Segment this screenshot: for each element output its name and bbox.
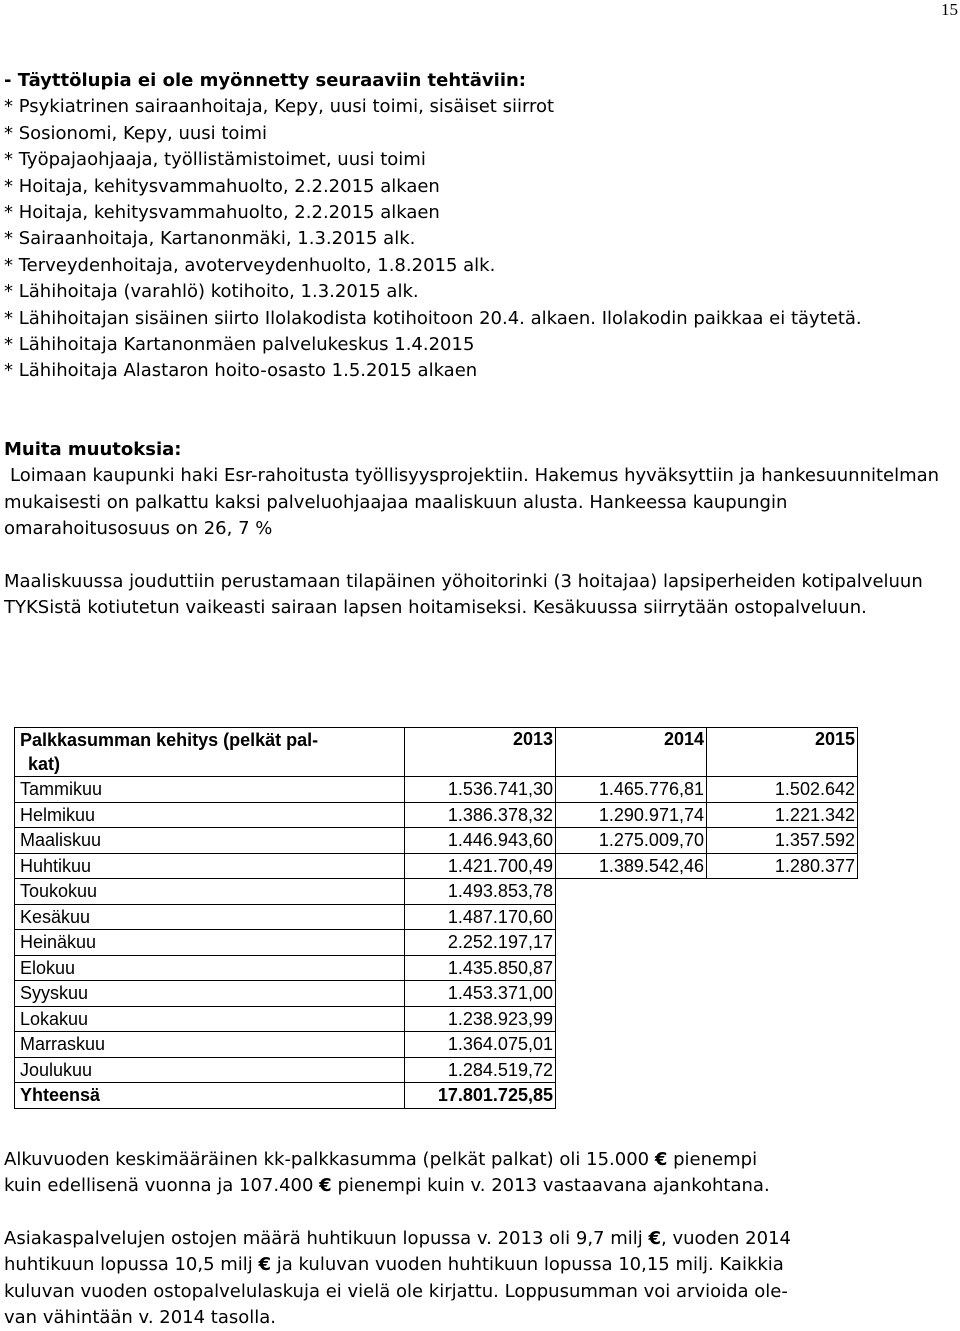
table-cell-2013: 1.421.700,49 bbox=[405, 853, 556, 879]
table-cell-2013: 1.536.741,30 bbox=[405, 777, 556, 803]
summary-paragraph-2-line4: van vähintään v. 2014 tasolla. bbox=[4, 1307, 277, 1329]
permit-item: * Hoitaja, kehitysvammahuolto, 2.2.2015 alkaen bbox=[4, 202, 440, 224]
permit-item: * Psykiatrinen sairaanhoitaja, Kepy, uusi toimi, sisäiset siirrot bbox=[4, 96, 555, 118]
table-header-year: 2014 bbox=[556, 728, 707, 777]
table-cell-empty bbox=[556, 1006, 858, 1032]
table-row bbox=[15, 930, 858, 956]
summary-text: Asiakaspalvelujen ostojen määrä huhtikuun lopussa v. 2013 oli 9,7 milj bbox=[4, 1227, 643, 1249]
table-row bbox=[15, 1006, 858, 1032]
permit-item: * Hoitaja, kehitysvammahuolto, 2.2.2015 alkaen bbox=[4, 175, 440, 197]
table-cell-2014: 1.290.971,74 bbox=[556, 802, 707, 828]
table-cell-2015: 1.221.342 bbox=[707, 802, 858, 828]
table-cell-2015: 1.280.377 bbox=[707, 853, 858, 879]
table-header-label-line2: kat) bbox=[28, 754, 61, 774]
table-cell-month: Maaliskuu bbox=[15, 828, 405, 854]
summary-paragraph-2-line1 bbox=[4, 1226, 956, 1252]
summary-paragraph-2-line3: kuluvan vuoden ostopalvelulaskuja ei vielä ole kirjattu. Loppusumman voi arvioida ole- bbox=[4, 1280, 788, 1302]
euro-icon: € bbox=[319, 1175, 332, 1197]
permit-item: * Sosionomi, Kepy, uusi toimi bbox=[4, 122, 267, 144]
table-row bbox=[15, 981, 858, 1007]
table-cell-month: Heinäkuu bbox=[15, 930, 405, 956]
table-cell-month: Elokuu bbox=[15, 955, 405, 981]
permit-item: * Lähihoitaja Alastaron hoito-osasto 1.5.2015 alkaen bbox=[4, 360, 478, 382]
table-cell-2013: 1.487.170,60 bbox=[405, 904, 556, 930]
permit-item: * Lähihoitaja Kartanonmäen palvelukeskus 1.4.2015 bbox=[4, 334, 475, 356]
euro-icon: € bbox=[258, 1254, 272, 1276]
table-cell-2014: 1.389.542,46 bbox=[556, 853, 707, 879]
table-cell-empty bbox=[556, 879, 858, 905]
table-cell-empty bbox=[556, 1032, 858, 1058]
table-cell-month: Tammikuu bbox=[15, 777, 405, 803]
table-cell-2013: 1.284.519,72 bbox=[405, 1057, 556, 1083]
summary-paragraph-2-line2 bbox=[4, 1252, 956, 1278]
table-cell-2013: 1.493.853,78 bbox=[405, 879, 556, 905]
table-cell-month: Joulukuu bbox=[15, 1057, 405, 1083]
changes-paragraph-1: Loimaan kaupunki haki Esr-rahoitusta työllisyysprojektiin. Hakemus hyväksyttiin ja hankesuunnitelman mukaisesti on palkattu kaksi palveluohjaajaa maaliskuun alusta. Hankeessa kaupungin omarahoitusosuus on 26, 7 % bbox=[4, 465, 940, 540]
changes-paragraph-2: Maaliskuussa jouduttiin perustamaan tilapäinen yöhoitorinki (3 hoitajaa) lapsiperheiden kotipalveluun TYKSistä kotiutetun vaikeasti sairaan lapsen hoitamiseksi. Kesäkuussa siirrytään ostopalveluun. bbox=[4, 570, 923, 619]
permit-item: * Työpajaohjaaja, työllistämistoimet, uusi toimi bbox=[4, 149, 426, 171]
page-number: 15 bbox=[941, 0, 958, 19]
summary-text: Alkuvuoden keskimääräinen kk-palkkasumma (pelkät palkat) oli 15.000 bbox=[4, 1149, 650, 1170]
table-row bbox=[15, 955, 858, 981]
table-cell-2014: 1.465.776,81 bbox=[556, 777, 707, 803]
table-cell-month: Kesäkuu bbox=[15, 904, 405, 930]
permit-item: * Lähihoitaja (varahlö) kotihoito, 1.3.2015 alk. bbox=[4, 281, 419, 303]
table-cell-empty bbox=[556, 955, 858, 981]
table-cell-empty bbox=[556, 930, 858, 956]
summary-section bbox=[4, 1147, 956, 1331]
permits-section bbox=[4, 68, 956, 385]
table-cell-2015: 1.502.642 bbox=[707, 777, 858, 803]
table-header-label-line1: Palkkasumman kehitys (pelkät pal- bbox=[20, 730, 319, 750]
changes-section bbox=[4, 437, 956, 621]
table-row bbox=[15, 853, 858, 879]
table-cell-2015: 1.357.592 bbox=[707, 828, 858, 854]
table-total-label: Yhteensä bbox=[15, 1083, 405, 1109]
table-cell-2014: 1.275.009,70 bbox=[556, 828, 707, 854]
table-cell-2013: 1.453.371,00 bbox=[405, 981, 556, 1007]
summary-text: pienempi bbox=[673, 1149, 758, 1170]
table-cell-empty bbox=[556, 904, 858, 930]
table-total-2013: 17.801.725,85 bbox=[405, 1083, 556, 1109]
table-row bbox=[15, 777, 858, 803]
summary-text: ja kuluvan vuoden huhtikuun lopussa 10,15 milj. Kaikkia bbox=[276, 1254, 784, 1276]
table-cell-month: Huhtikuu bbox=[15, 853, 405, 879]
euro-icon: € bbox=[648, 1227, 662, 1249]
table-cell-2013: 1.386.378,32 bbox=[405, 802, 556, 828]
table-cell-empty bbox=[556, 1057, 858, 1083]
summary-text: , vuoden 2014 bbox=[661, 1227, 791, 1249]
summary-paragraph-1-line1 bbox=[4, 1147, 956, 1173]
table-cell-month: Marraskuu bbox=[15, 1032, 405, 1058]
permit-item: * Sairaanhoitaja, Kartanonmäki, 1.3.2015 alk. bbox=[4, 228, 416, 250]
table-cell-2013: 2.252.197,17 bbox=[405, 930, 556, 956]
table-cell-2013: 1.446.943,60 bbox=[405, 828, 556, 854]
permits-heading: - Täyttölupia ei ole myönnetty seuraaviin tehtäviin: bbox=[4, 70, 527, 91]
table-cell-2013: 1.364.075,01 bbox=[405, 1032, 556, 1058]
table-cell-empty bbox=[556, 1083, 858, 1109]
table-cell-month: Helmikuu bbox=[15, 802, 405, 828]
table-cell-2013: 1.435.850,87 bbox=[405, 955, 556, 981]
table-row bbox=[15, 904, 858, 930]
table-cell-empty bbox=[556, 981, 858, 1007]
table-row bbox=[15, 802, 858, 828]
summary-text: pienempi kuin v. 2013 vastaavana ajankohtana. bbox=[337, 1175, 770, 1197]
summary-text: kuin edellisenä vuonna ja 107.400 bbox=[4, 1175, 314, 1197]
table-row bbox=[15, 1057, 858, 1083]
table-cell-month: Syyskuu bbox=[15, 981, 405, 1007]
table-header-label bbox=[15, 728, 405, 777]
euro-icon: € bbox=[654, 1149, 668, 1170]
table-row bbox=[15, 1032, 858, 1058]
table-row bbox=[15, 879, 858, 905]
changes-heading: Muita muutoksia: bbox=[4, 439, 182, 460]
table-total-row bbox=[15, 1083, 858, 1109]
summary-paragraph-1-line2 bbox=[4, 1173, 956, 1199]
table-header-year: 2013 bbox=[405, 728, 556, 777]
table-cell-2013: 1.238.923,99 bbox=[405, 1006, 556, 1032]
table-cell-month: Lokakuu bbox=[15, 1006, 405, 1032]
salary-table bbox=[14, 727, 858, 1109]
table-cell-month: Toukokuu bbox=[15, 879, 405, 905]
permit-item: * Terveydenhoitaja, avoterveydenhuolto, 1.8.2015 alk. bbox=[4, 254, 496, 276]
table-header-year: 2015 bbox=[707, 728, 858, 777]
table-header-row bbox=[15, 728, 858, 777]
permit-item: * Lähihoitajan sisäinen siirto Ilolakodista kotihoitoon 20.4. alkaen. Ilolakodin paikkaa ei täytetä. bbox=[4, 307, 862, 329]
summary-text: huhtikuun lopussa 10,5 milj bbox=[4, 1254, 253, 1276]
table-row bbox=[15, 828, 858, 854]
